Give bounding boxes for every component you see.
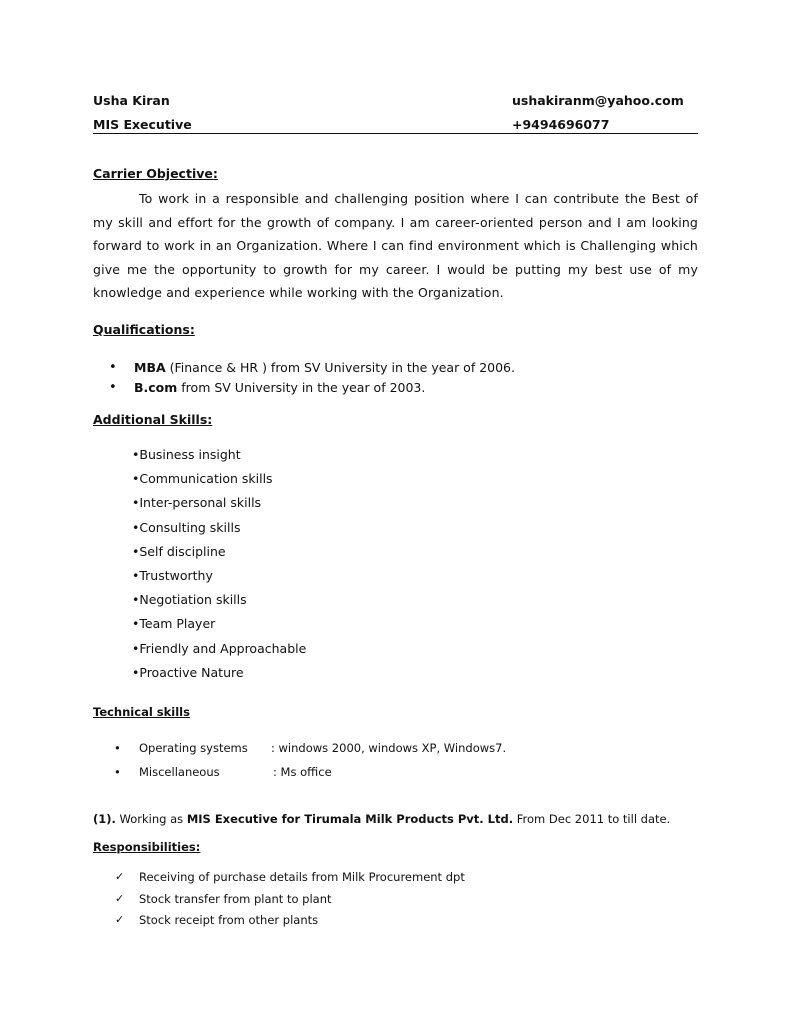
qualification-item [93,358,515,378]
skill-item: •Consulting skills [132,519,241,535]
responsibility-text: Receiving of purchase details from Milk Procurement dpt [139,870,465,884]
bullet-icon: • [114,741,121,755]
responsibilities-heading: Responsibilities: [93,840,201,854]
checkmark-icon: ✓ [115,913,125,926]
bullet-icon: • [109,360,117,375]
technical-skill-value: : windows 2000, windows XP, Windows7. [271,741,507,755]
technical-skill-label: Operating systems [139,741,248,755]
candidate-name: Usha Kiran [93,93,170,108]
skill-item: •Business insight [132,447,241,462]
experience-entry [93,812,670,826]
objective-text: To work in a responsible and challenging position where I can contribute the Best of my skill and effort for the growth of company. I am career-oriented person and I am looking forward to work in an Organization. Where I can find environment which is Challenging which give me the opportunity to growth for my career. I would be putting my best use of my knowledge and experience while working with the Organization. [93,191,698,300]
responsibility-text: Stock receipt from other plants [139,913,319,927]
experience-period: From Dec 2011 to till date. [513,812,671,826]
qualification-detail: (Finance & HR ) from SV University in the year of 2006. [165,360,515,375]
qualification-degree: MBA [134,360,166,375]
technical-skill-label: Miscellaneous [139,765,220,779]
technical-skills-heading: Technical skills [93,705,190,719]
additional-skills-list [132,445,306,687]
experience-prefix: Working as [115,812,187,826]
qualification-item [93,378,515,398]
skill-item: •Friendly and Approachable [132,640,307,656]
bullet-icon: • [109,379,117,395]
skill-item: •Self discipline [132,543,226,559]
skill-item: •Proactive Nature [132,664,244,680]
phone-number: +9494696077 [512,117,610,132]
additional-skills-heading: Additional Skills: [93,412,213,427]
objective-heading: Carrier Objective: [93,166,218,181]
qualification-detail: from SV University in the year of 2003. [177,379,426,395]
qualifications-list [93,358,515,397]
checkmark-icon: ✓ [115,870,125,883]
skill-item: •Inter-personal skills [132,495,262,511]
skill-item: •Communication skills [132,471,273,487]
skill-item: •Team Player [132,616,216,632]
header-divider [93,133,698,134]
skill-item: •Trustworthy [132,567,213,583]
qualification-degree: B.com [134,379,178,395]
checkmark-icon: ✓ [115,891,125,905]
technical-skill-value: : Ms office [273,765,332,779]
bullet-icon: • [114,765,121,779]
experience-number: (1). [93,812,116,826]
qualifications-heading: Qualifications: [93,322,195,337]
job-title: MIS Executive [93,117,192,132]
email-address: ushakiranm@yahoo.com [512,93,684,108]
responsibility-text: Stock transfer from plant to plant [139,891,332,906]
experience-role-company: MIS Executive for Tirumala Milk Products Pvt. Ltd. [186,812,514,826]
skill-item: •Negotiation skills [132,592,247,608]
